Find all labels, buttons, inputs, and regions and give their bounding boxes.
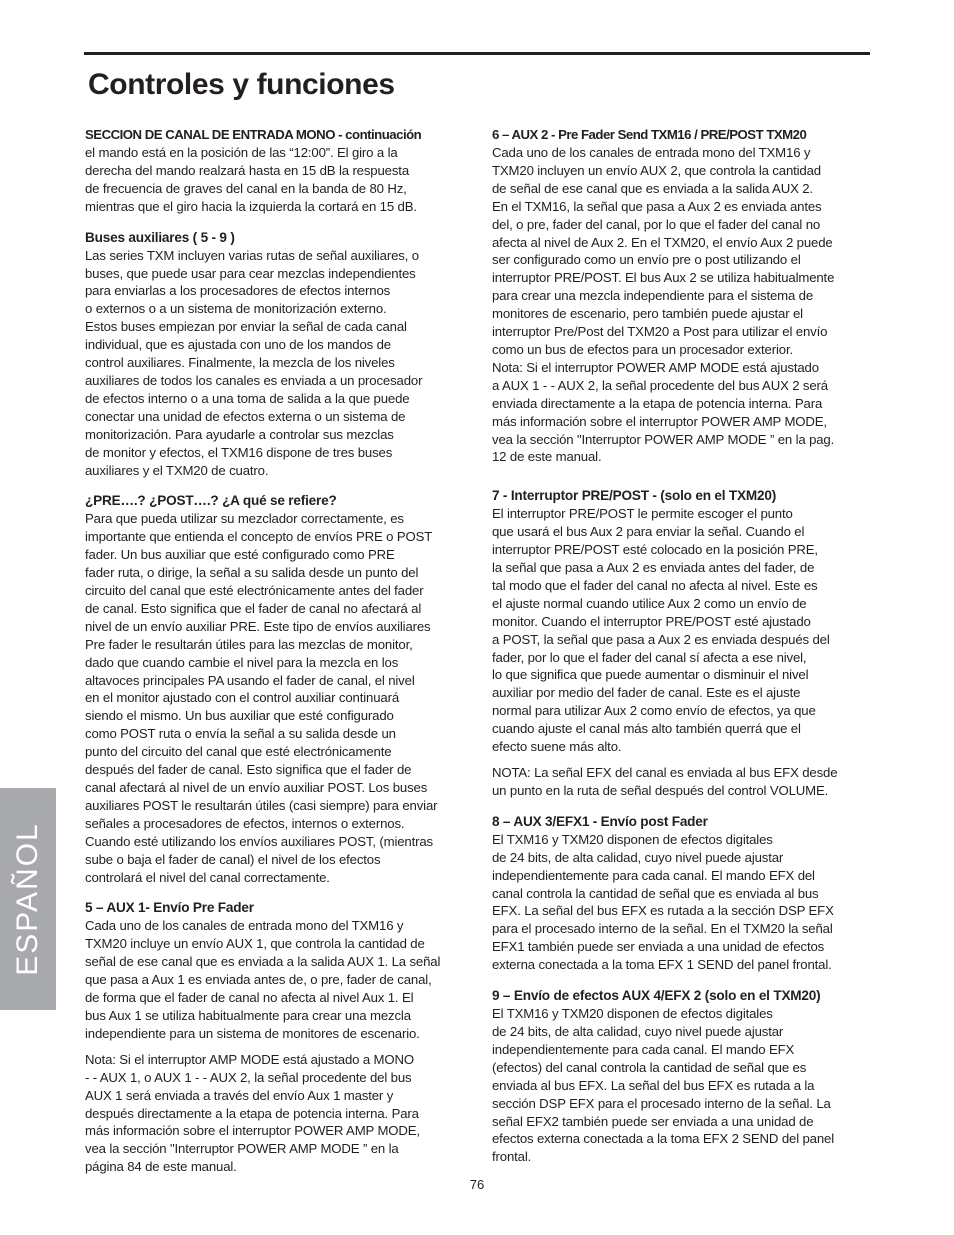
- section-aux1-pre-fader: [85, 898, 465, 1176]
- section-note: NOTA: La señal EFX del canal es enviada al bus EFX desde un punto en la ruta de señal después del control VOLUME.: [492, 765, 838, 798]
- section-aux-buses: [85, 228, 465, 480]
- section-heading: ¿PRE….? ¿POST….? ¿A qué se refiere?: [85, 493, 337, 509]
- section-heading: 8 – AUX 3/EFX1 - Envío post Fader: [492, 813, 708, 829]
- language-label: ESPAÑOL: [11, 822, 44, 976]
- top-rule: [84, 52, 870, 55]
- section-aux4-efx2: [492, 986, 872, 1166]
- right-column: [492, 125, 872, 1175]
- section-heading: SECCION DE CANAL DE ENTRADA MONO - continuación: [85, 127, 422, 142]
- section-pre-post-switch: [492, 486, 872, 800]
- section-heading: 7 - Interruptor PRE/POST - (solo en el TXM20): [492, 488, 777, 504]
- section-heading: 5 – AUX 1- Envío Pre Fader: [85, 900, 254, 916]
- section-paragraph: Cada uno de los canales de entrada mono del TXM16 y TXM20 incluye un envío AUX 1, que controla la cantidad de señal de ese canal que es enviada a la salida AUX 1. La señal que pasa a Aux 1 es enviada antes de, o pre, fader de canal, de forma que el fader de canal no afecta al nivel Aux 1. El bus Aux 1 se utiliza habitualmente para crear una mezcla independiente para un sistema de monitores de escenario.: [85, 918, 441, 1041]
- section-mono-input-continued: [85, 125, 465, 216]
- section-paragraph: Para que pueda utilizar su mezclador correctamente, es importante que entienda el concepto de envíos PRE o POST fader. Un bus auxiliar que esté configurado como PRE fader ruta, o dirige, la señal a su salida desde un punto del circuito del canal que esté electrónicamente antes del fader de canal. Esto significa que el fader de canal no afectará al nivel de un envío auxiliar PRE. Este tipo de envíos auxiliares Pre fader le resultarán útiles para las mezclas de monitor, dado que cuando cambie el nivel para la mezcla en los altavoces principales PA usando el fader de canal, el nivel en el monitor ajustado con el control auxiliar continuará siendo el mismo. Un bus auxiliar que esté configurado como POST ruta o envía la señal a su salida desde un punto del circuito del canal que esté electrónicamente después del fader de canal. Esto significa que el fader de canal afectará al nivel de un envío auxiliar POST. Los buses auxiliares POST le resultarán útiles (casi siempre) para enviar señales a procesadores de efectos, internos o externos. Cuando esté utilizando los envíos auxiliares POST, (mientras sube o baja el fader de canal) el nivel de los efectos controlará el nivel del canal correctamente.: [85, 511, 438, 885]
- page-number: 76: [469, 1177, 485, 1192]
- language-side-tab: [0, 788, 56, 1010]
- section-paragraph: El TXM16 y TXM20 disponen de efectos digitales de 24 bits, de alta calidad, cuyo nivel puede ajustar independientemente para cada canal. El mando EFX del canal controla la cantidad de señal que es enviada al bus EFX. La señal del bus EFX es rutada a la sección DSP EFX para el procesado interno de la señal. En el TXM20 la señal EFX1 también puede ser enviada a una unidad de efectos externa conectada a la toma EFX 1 SEND del panel frontal.: [492, 831, 834, 973]
- section-aux3-efx1: [492, 812, 872, 974]
- section-aux2-pre-post: [492, 125, 872, 466]
- section-note: Nota: Si el interruptor AMP MODE está ajustado a MONO - - AUX 1, o AUX 1 - - AUX 2, la señal procedente del bus AUX 1 será enviada a través del envío Aux 1 master y después directamente a la etapa de potencia interna. Para más información sobre el interruptor POWER AMP MODE, vea la sección "Interruptor POWER AMP MODE ” en la página 84 de este manual.: [85, 1051, 420, 1175]
- section-pre-post: [85, 491, 465, 886]
- section-paragraph: el mando está en la posición de las “12:00”. El giro a la derecha del mando realzará hasta en 15 dB la respuesta de frecuencia de graves del canal en la banda de 80 Hz, mientras que el giro hacia la izquierda la cortará en 15 dB.: [85, 145, 417, 214]
- section-heading: Buses auxiliares ( 5 - 9 ): [85, 229, 235, 245]
- page-title: Controles y funciones: [88, 68, 395, 101]
- section-heading: 9 – Envío de efectos AUX 4/EFX 2 (solo en el TXM20): [492, 988, 821, 1004]
- section-paragraph: El interruptor PRE/POST le permite escoger el punto que usará el bus Aux 2 para enviar la señal. Cuando el interruptor PRE/POST esté colocado en la posición PRE, la señal que pasa a Aux 2 es enviada antes del fader, de tal modo que el fader del canal no afecta al nivel. Este es el ajuste normal cuando utilice Aux 2 como un envío de monitor. Cuando el interruptor PRE/POST esté ajustado a POST, la señal que pasa a Aux 2 es enviada después del fader, por lo que el fader del canal sí afecta a ese nivel, lo que significa que puede aumentar o disminuir el nivel auxiliar por medio del fader de canal. Este es el ajuste normal para utilizar Aux 2 como envío de efectos, ya que cuando ajuste el canal más alto también querrá que el efecto suene más alto.: [492, 506, 830, 755]
- section-paragraph: Las series TXM incluyen varias rutas de señal auxiliares, o buses, que puede usar para cear mezclas independientes para enviarlas a los procesadores de efectos internos o externos o a un sistema de monitorización externo. Estos buses empiezan por enviar la señal de cada canal individual, que es ajustada con uno de los mandos de control auxiliares. Finalmente, la mezcla de los niveles auxiliares de todos los canales es enviada a un procesador de efectos interno o a una toma de salida a la que puede conectar una unidad de efectos externa o un sistema de monitorización. Para ayudarle a controlar sus mezclas de monitor y efectos, el TXM16 dispone de tres buses auxiliares y el TXM20 de cuatro.: [85, 247, 423, 478]
- section-paragraph: El TXM16 y TXM20 disponen de efectos digitales de 24 bits, de alta calidad, cuyo nivel puede ajustar independientemente para cada canal. El mando EFX (efectos) del canal controla la cantidad de señal que es enviada al bus EFX. La señal del bus EFX es rutada a la sección DSP EFX para el procesado interno de la señal. La señal EFX2 también puede ser enviada a una unidad de efectos externa conectada a la toma EFX 2 SEND del panel frontal.: [492, 1006, 835, 1165]
- section-heading: 6 – AUX 2 - Pre Fader Send TXM16 / PRE/POST TXM20: [492, 127, 807, 142]
- left-column: [85, 125, 465, 1185]
- section-paragraph: Cada uno de los canales de entrada mono del TXM16 y TXM20 incluyen un envío AUX 2, que controla la cantidad de señal de ese canal que es enviada a la salida AUX 2. En el TXM16, la señal que pasa a Aux 2 es enviada antes del, o pre, fader del canal, por lo que el fader del canal no afecta al nivel de Aux 2. En el TXM20, el envío Aux 2 puede ser configurado como un envío pre o post utilizando el interruptor PRE/POST. El bus Aux 2 se utiliza habitualmente para crear una mezcla independiente para el sistema de monitores de escenario, pero también puede ajustar el interruptor Pre/Post del TXM20 a Post para utilizar el envío como un bus de efectos para un procesador exterior. Nota: Si el interruptor POWER AMP MODE está ajustado a AUX 1 - - AUX 2, la señal procedente del bus AUX 2 será enviada directamente a la etapa de potencia interna. Para más información sobre el interruptor POWER AMP MODE, vea la sección "Interruptor POWER AMP MODE ” en la pag. 12 de este manual.: [492, 145, 835, 465]
